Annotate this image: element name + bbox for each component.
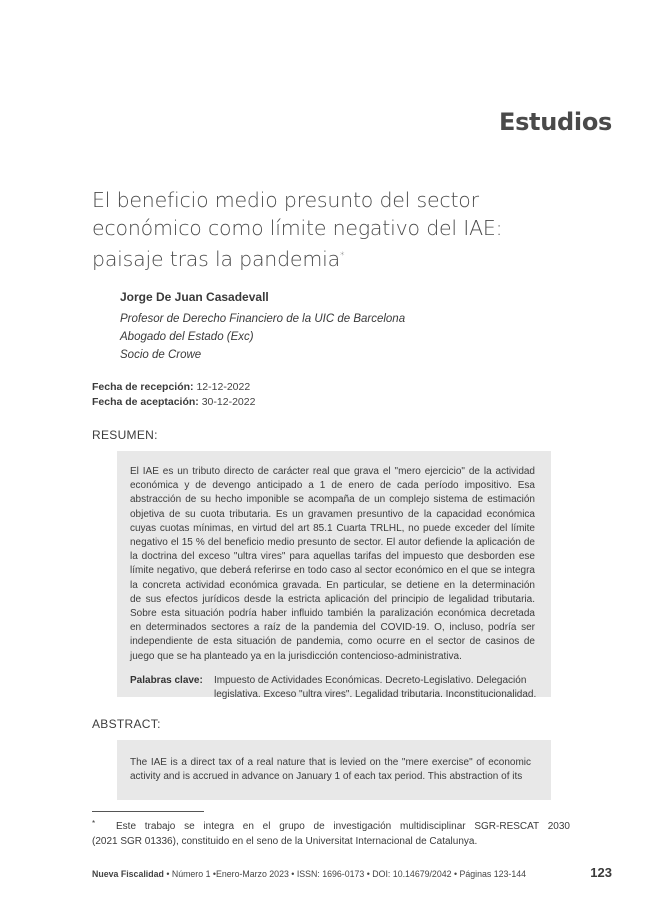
resumen-line: negativo el 15 % del beneficio medio presunto de sector. El autor defiende la aplicación de	[130, 537, 535, 549]
resumen-line: El IAE es un tributo directo de carácter real que grava el "mero ejercicio" de la actividad	[130, 466, 535, 477]
affiliation: Profesor de Derecho Financiero de la UIC de Barcelona	[120, 313, 406, 325]
footnote	[92, 817, 570, 849]
keywords-label: Palabras clave:	[130, 674, 203, 686]
footnote-line: (2021 SGR 01336), constituido en el seno de la Universitat Internacional de Catalunya.	[92, 835, 478, 847]
resumen-line: objetiva de su cuota tributaria. Es un gravamen presuntivo de la capacidad económica	[130, 508, 535, 520]
title-line-text: paisaje tras la pandemia	[92, 247, 340, 271]
affiliation: Socio de Crowe	[120, 349, 202, 361]
footnote-divider	[92, 811, 204, 812]
footnote-line-text: Este trabajo se integra en el grupo de investigación multidisciplinar SGR-RESCAT 2030	[116, 821, 570, 832]
accepted-label: Fecha de aceptación:	[92, 396, 199, 408]
accepted-date: 30-12-2022	[201, 396, 256, 408]
title-line: El beneficio medio presunto del sector	[92, 188, 479, 212]
keywords-row	[130, 674, 535, 702]
abstract-box	[117, 740, 551, 800]
title-line	[92, 242, 562, 273]
keywords-line: Impuesto de Actividades Económicas. Decreto-Legislativo. Delegación	[214, 674, 527, 686]
title-footnote-marker[interactable]: *	[339, 251, 345, 261]
journal-name: Nueva Fiscalidad	[92, 869, 164, 879]
abstract-text	[130, 756, 531, 784]
title-line: económico como límite negativo del IAE:	[92, 216, 503, 240]
issue-details: • Número 1 •Enero-Marzo 2023 • ISSN: 1696-0173 • DOI: 10.14679/2042 • Páginas 123-144	[163, 869, 526, 879]
resumen-box	[117, 451, 551, 700]
resumen-line: Sobre esta situación podría haber influido también la paralización económica decretada	[130, 608, 535, 620]
abstract-line: activity and is accrued in advance on January 1 of each tax period. This abstraction of its	[130, 771, 523, 783]
article-dates	[92, 380, 255, 410]
resumen-line: independiente de esta situación de pandemia, como ocurre en el sector de casinos de	[130, 636, 535, 648]
resumen-line: abstracción de su hecho imponible se acompaña de un complejo sistema de estimación	[130, 494, 535, 506]
page-number: 123	[590, 865, 612, 880]
resumen-line: juego que se ha planteado ya en la jurisdicción contencioso-administrativa.	[130, 650, 462, 662]
received-date: 12-12-2022	[196, 381, 251, 393]
section-label: Estudios	[498, 108, 612, 136]
resumen-heading: RESUMEN:	[92, 428, 158, 442]
footnote-line	[92, 817, 570, 835]
author-name: Jorge De Juan Casadevall	[120, 290, 269, 304]
footnote-marker: *	[92, 819, 96, 828]
article-title	[92, 186, 562, 273]
affiliation: Abogado del Estado (Exc)	[120, 331, 254, 343]
resumen-line: de sus efectos jurídicos desde la estricta aplicación del principio de legalidad tributaria.	[130, 593, 535, 605]
resumen-line: la doctrina del exceso "ultra vires" para aquellas tarifas del impuesto que desborden ese	[130, 551, 535, 563]
resumen-line: en determinados sectores a raíz de la pandemia del COVID-19. O, incluso, podría ser	[130, 622, 535, 634]
resumen-line: límite negativo, que deberá referirse en todo caso al sector económico en el que se integra	[130, 565, 535, 577]
author-affiliations	[120, 310, 405, 364]
received-label: Fecha de recepción:	[92, 381, 194, 393]
abstract-heading: ABSTRACT:	[92, 717, 161, 731]
resumen-line: económica y de devengo anticipado a 1 de enero de cada período impositivo. Esa	[130, 480, 535, 492]
keywords-line: legislativa. Exceso "ultra vires". Legalidad tributaria. Inconstitucionalidad.	[214, 688, 537, 700]
received-date-row	[92, 380, 255, 395]
accepted-date-row	[92, 395, 255, 410]
keywords-text	[214, 674, 536, 702]
resumen-text	[130, 465, 535, 664]
resumen-line: la concreta actividad económica gravada. En particular, se detiene en la determinación	[130, 579, 535, 591]
resumen-line: cuyas cuotas mínimas, en virtud del art 85.1 Cuarta TRLHL, no puede exceder del límite	[130, 522, 535, 534]
abstract-line: The IAE is a direct tax of a real nature that is levied on the "mere exercise" of economic	[130, 757, 531, 768]
running-footer	[92, 869, 526, 879]
